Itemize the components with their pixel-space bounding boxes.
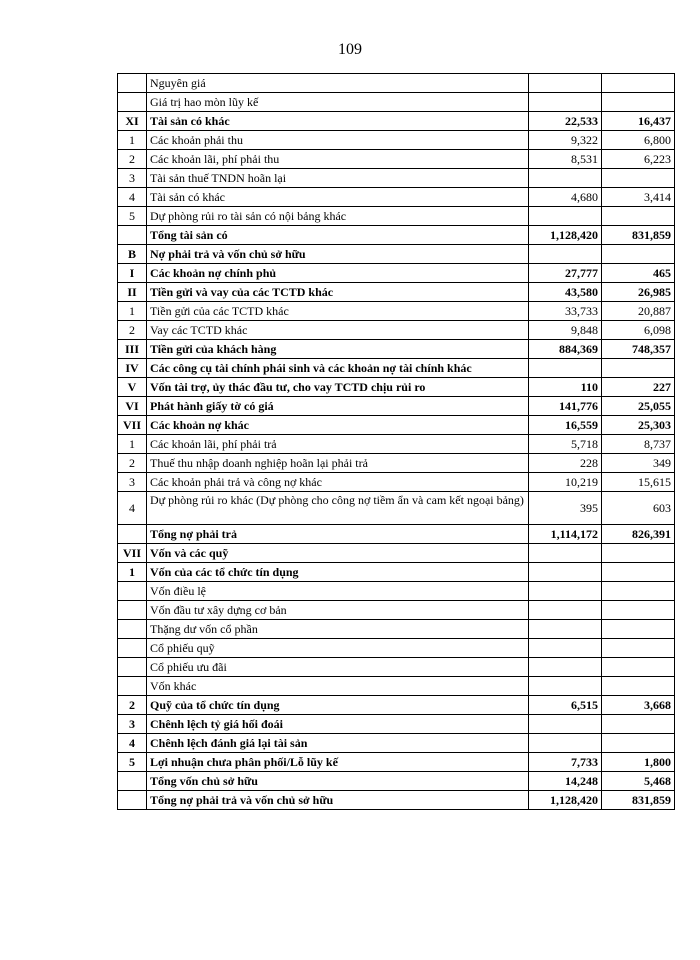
value-previous [602, 677, 675, 696]
value-current: 14,248 [529, 772, 602, 791]
value-previous: 20,887 [602, 302, 675, 321]
value-previous [602, 207, 675, 226]
row-index: IV [118, 359, 147, 378]
row-index: 1 [118, 131, 147, 150]
row-index: I [118, 264, 147, 283]
row-label: Vay các TCTD khác [147, 321, 529, 340]
row-label: Vốn tài trợ, ủy thác đầu tư, cho vay TCTD chịu rủi ro [147, 378, 529, 397]
row-label: Các khoản phải trả và công nợ khác [147, 473, 529, 492]
value-current [529, 582, 602, 601]
value-previous [602, 74, 675, 93]
value-previous: 748,357 [602, 340, 675, 359]
value-previous: 25,055 [602, 397, 675, 416]
row-index [118, 582, 147, 601]
table-row [118, 283, 675, 302]
table-row [118, 169, 675, 188]
table-row [118, 563, 675, 582]
row-index: 4 [118, 734, 147, 753]
row-index: 2 [118, 696, 147, 715]
value-current: 228 [529, 454, 602, 473]
table-row [118, 772, 675, 791]
row-index: 1 [118, 302, 147, 321]
value-previous [602, 715, 675, 734]
table-row [118, 359, 675, 378]
value-current [529, 563, 602, 582]
value-current [529, 207, 602, 226]
table-row [118, 188, 675, 207]
row-index: 3 [118, 715, 147, 734]
row-label: Chênh lệch tỷ giá hối đoái [147, 715, 529, 734]
table-row [118, 340, 675, 359]
value-previous: 8,737 [602, 435, 675, 454]
row-label: Các khoản lãi, phí phải trả [147, 435, 529, 454]
value-current: 7,733 [529, 753, 602, 772]
table-row [118, 658, 675, 677]
table-row [118, 435, 675, 454]
value-current [529, 639, 602, 658]
table-row [118, 264, 675, 283]
row-label: Tổng tài sản có [147, 226, 529, 245]
value-current: 33,733 [529, 302, 602, 321]
value-current: 10,219 [529, 473, 602, 492]
row-index [118, 677, 147, 696]
value-current [529, 93, 602, 112]
value-previous: 6,800 [602, 131, 675, 150]
table-row [118, 245, 675, 264]
row-label: Tổng nợ phải trả và vốn chủ sở hữu [147, 791, 529, 810]
table-row [118, 226, 675, 245]
value-previous: 6,223 [602, 150, 675, 169]
value-current: 27,777 [529, 264, 602, 283]
row-label: Tài sản thuế TNDN hoãn lại [147, 169, 529, 188]
value-previous [602, 582, 675, 601]
row-label: Nguyên giá [147, 74, 529, 93]
row-index [118, 226, 147, 245]
row-label: Tổng vốn chủ sở hữu [147, 772, 529, 791]
row-label: Giá trị hao mòn lũy kế [147, 93, 529, 112]
row-index: 3 [118, 473, 147, 492]
row-label: Dự phòng rủi ro tài sản có nội bảng khác [147, 207, 529, 226]
value-current: 8,531 [529, 150, 602, 169]
table-row [118, 544, 675, 563]
row-index: VI [118, 397, 147, 416]
value-previous: 3,414 [602, 188, 675, 207]
table-row [118, 378, 675, 397]
value-previous [602, 563, 675, 582]
row-label: Tài sản có khác [147, 188, 529, 207]
value-current [529, 544, 602, 563]
value-current: 16,559 [529, 416, 602, 435]
value-previous [602, 601, 675, 620]
table-row [118, 207, 675, 226]
table-row [118, 582, 675, 601]
row-label: Vốn và các quỹ [147, 544, 529, 563]
value-current [529, 677, 602, 696]
value-previous: 831,859 [602, 791, 675, 810]
value-previous [602, 734, 675, 753]
row-index: 4 [118, 188, 147, 207]
value-current: 1,114,172 [529, 525, 602, 544]
row-label: Vốn điều lệ [147, 582, 529, 601]
table-row [118, 525, 675, 544]
table-row [118, 620, 675, 639]
row-label: Cổ phiếu quỹ [147, 639, 529, 658]
row-label: Tiền gửi và vay của các TCTD khác [147, 283, 529, 302]
row-index: VII [118, 544, 147, 563]
row-index: 4 [118, 492, 147, 525]
value-current: 141,776 [529, 397, 602, 416]
value-current: 395 [529, 492, 602, 525]
table-row [118, 677, 675, 696]
row-label: Các khoản nợ khác [147, 416, 529, 435]
row-index [118, 639, 147, 658]
value-previous [602, 620, 675, 639]
value-current: 1,128,420 [529, 226, 602, 245]
value-current [529, 245, 602, 264]
value-previous: 227 [602, 378, 675, 397]
value-current [529, 169, 602, 188]
row-label: Vốn của các tổ chức tín dụng [147, 563, 529, 582]
table-row [118, 639, 675, 658]
value-previous: 25,303 [602, 416, 675, 435]
value-current [529, 359, 602, 378]
value-previous: 465 [602, 264, 675, 283]
row-index: 1 [118, 435, 147, 454]
value-previous: 15,615 [602, 473, 675, 492]
row-index: B [118, 245, 147, 264]
value-current: 9,848 [529, 321, 602, 340]
row-label: Các công cụ tài chính phái sinh và các khoản nợ tài chính khác [147, 359, 529, 378]
value-current [529, 601, 602, 620]
row-label: Lợi nhuận chưa phân phối/Lỗ lũy kế [147, 753, 529, 772]
table-row [118, 131, 675, 150]
row-label: Tiền gửi của khách hàng [147, 340, 529, 359]
row-index: VII [118, 416, 147, 435]
value-current [529, 734, 602, 753]
value-current: 43,580 [529, 283, 602, 302]
row-index [118, 74, 147, 93]
row-label: Thặng dư vốn cổ phần [147, 620, 529, 639]
value-current: 884,369 [529, 340, 602, 359]
table-row [118, 74, 675, 93]
row-label: Tài sản có khác [147, 112, 529, 131]
value-current [529, 715, 602, 734]
row-index: V [118, 378, 147, 397]
row-index: 5 [118, 207, 147, 226]
row-label: Tổng nợ phải trả [147, 525, 529, 544]
table-row [118, 397, 675, 416]
value-current: 22,533 [529, 112, 602, 131]
row-label: Chênh lệch đánh giá lại tài sản [147, 734, 529, 753]
row-index: 3 [118, 169, 147, 188]
row-index [118, 525, 147, 544]
table-row [118, 715, 675, 734]
row-index [118, 772, 147, 791]
row-index [118, 791, 147, 810]
balance-sheet-table [117, 73, 675, 810]
row-index: 5 [118, 753, 147, 772]
value-previous: 26,985 [602, 283, 675, 302]
value-previous [602, 544, 675, 563]
row-label: Các khoản nợ chính phủ [147, 264, 529, 283]
value-previous: 349 [602, 454, 675, 473]
row-label: Các khoản lãi, phí phải thu [147, 150, 529, 169]
value-previous: 3,668 [602, 696, 675, 715]
row-label: Dự phòng rủi ro khác (Dự phòng cho công nợ tiềm ẩn và cam kết ngoại bảng) [147, 492, 529, 525]
table-row [118, 321, 675, 340]
value-previous [602, 639, 675, 658]
row-index: II [118, 283, 147, 302]
row-label: Nợ phải trả và vốn chủ sở hữu [147, 245, 529, 264]
table-row [118, 791, 675, 810]
row-label: Vốn đầu tư xây dựng cơ bản [147, 601, 529, 620]
row-index [118, 93, 147, 112]
table-row [118, 93, 675, 112]
value-current: 9,322 [529, 131, 602, 150]
row-label: Phát hành giấy tờ có giá [147, 397, 529, 416]
table-row [118, 492, 675, 525]
value-current: 5,718 [529, 435, 602, 454]
table-row [118, 753, 675, 772]
table-row [118, 473, 675, 492]
value-current [529, 658, 602, 677]
row-label: Thuế thu nhập doanh nghiệp hoãn lại phải trả [147, 454, 529, 473]
row-label: Các khoản phải thu [147, 131, 529, 150]
table-row [118, 112, 675, 131]
row-label: Quỹ của tổ chức tín dụng [147, 696, 529, 715]
row-index [118, 601, 147, 620]
row-index: XI [118, 112, 147, 131]
value-previous [602, 658, 675, 677]
row-index: 2 [118, 321, 147, 340]
value-previous: 5,468 [602, 772, 675, 791]
value-previous: 6,098 [602, 321, 675, 340]
value-current [529, 620, 602, 639]
table-row [118, 416, 675, 435]
row-index: 2 [118, 150, 147, 169]
row-index [118, 620, 147, 639]
row-index: 1 [118, 563, 147, 582]
value-previous: 1,800 [602, 753, 675, 772]
table-row [118, 454, 675, 473]
table-row [118, 601, 675, 620]
row-label: Vốn khác [147, 677, 529, 696]
row-index [118, 658, 147, 677]
value-previous: 826,391 [602, 525, 675, 544]
value-previous [602, 359, 675, 378]
table-row [118, 734, 675, 753]
value-previous: 831,859 [602, 226, 675, 245]
value-previous [602, 169, 675, 188]
value-current: 4,680 [529, 188, 602, 207]
row-index: III [118, 340, 147, 359]
value-current: 1,128,420 [529, 791, 602, 810]
table-row [118, 302, 675, 321]
value-current: 6,515 [529, 696, 602, 715]
value-current: 110 [529, 378, 602, 397]
row-label: Cổ phiếu ưu đãi [147, 658, 529, 677]
table-row [118, 696, 675, 715]
table-row [118, 150, 675, 169]
value-previous [602, 93, 675, 112]
value-previous [602, 245, 675, 264]
value-previous: 16,437 [602, 112, 675, 131]
value-current [529, 74, 602, 93]
page-number: 109 [338, 41, 362, 58]
row-label: Tiền gửi của các TCTD khác [147, 302, 529, 321]
row-index: 2 [118, 454, 147, 473]
value-previous: 603 [602, 492, 675, 525]
